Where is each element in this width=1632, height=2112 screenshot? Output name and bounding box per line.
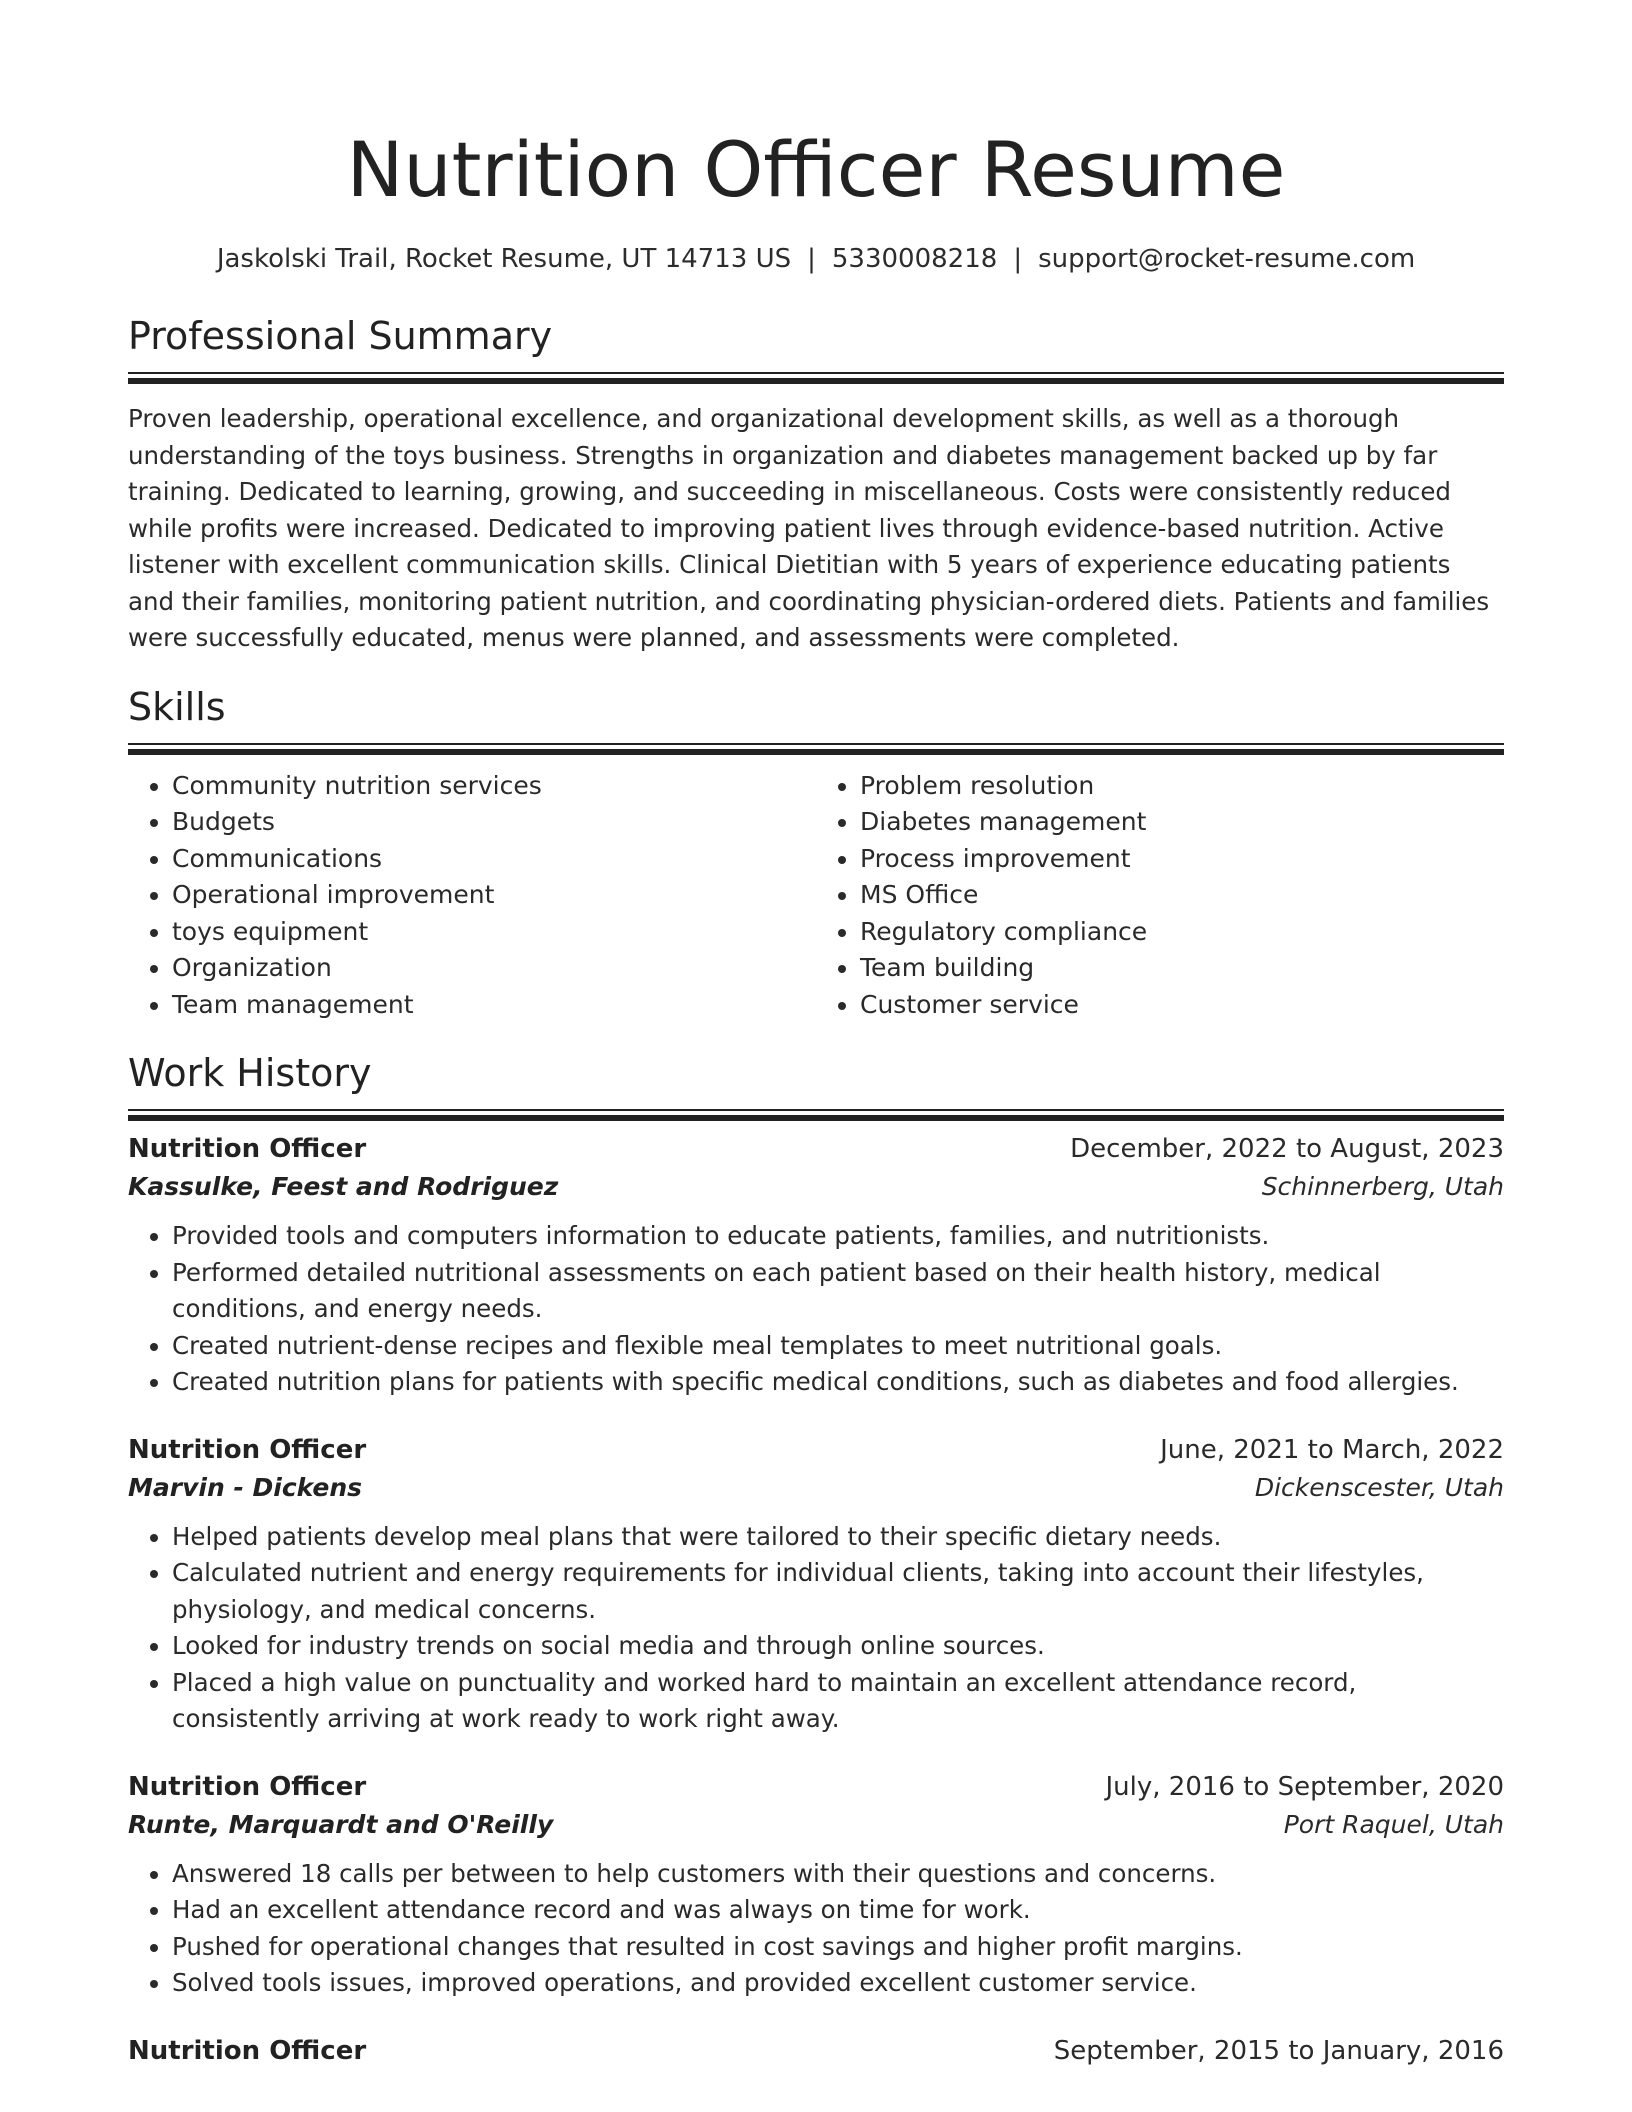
skill-item: • Process improvement — [860, 841, 1504, 878]
resume-title: Nutrition Officer Resume — [346, 125, 1286, 214]
job-bullet: • Performed detailed nutritional assessments on each patient based on their health history, medical conditions, and energy needs. — [172, 1255, 1504, 1328]
skill-item: • Community nutrition services — [172, 768, 816, 805]
skill-item: • Team management — [172, 987, 816, 1024]
skill-item: • Communications — [172, 841, 816, 878]
work-history-heading: Work History — [128, 1051, 372, 1095]
section-divider — [128, 743, 1504, 754]
skill-item: • Team building — [860, 950, 1504, 987]
contact-email[interactable]: support@rocket-resume.com — [1038, 244, 1416, 274]
contact-phone: 5330008218 — [831, 244, 998, 274]
job-company: Runte, Marquardt and O'Reilly — [128, 1809, 554, 1839]
work-history-section — [128, 1049, 1504, 2070]
job-bullets — [128, 1218, 1504, 1401]
job-bullet: • Had an excellent attendance record and was always on time for work. — [172, 1892, 1504, 1929]
job-title: Nutrition Officer — [128, 1771, 367, 1802]
contact-separator: | — [1013, 244, 1023, 274]
job-bullet: • Created nutrition plans for patients with specific medical conditions, such as diabetes and food allergies. — [172, 1364, 1504, 1401]
job-dates: December, 2022 to August, 2023 — [1070, 1134, 1504, 1164]
contact-address: Jaskolski Trail, Rocket Resume, UT 14713 US — [216, 244, 792, 274]
skills-heading: Skills — [128, 684, 226, 729]
job-dates: June, 2021 to March, 2022 — [1160, 1434, 1504, 1465]
skill-item: • Operational improvement — [172, 877, 816, 914]
job-dates: July, 2016 to September, 2020 — [1105, 1771, 1504, 1802]
job-entry — [128, 1130, 1504, 1401]
job-location: Port Raquel, Utah — [1283, 1809, 1504, 1839]
section-divider — [128, 372, 1504, 383]
contact-separator: | — [807, 244, 816, 274]
skill-item: • Customer service — [860, 987, 1504, 1024]
skill-item: • toys equipment — [172, 914, 816, 951]
job-bullet: • Provided tools and computers information to educate patients, families, and nutritionists. — [172, 1218, 1504, 1255]
job-entry — [128, 1768, 1504, 2002]
skills-column-left — [128, 768, 816, 1024]
job-entry — [128, 1431, 1504, 1738]
job-location: Schinnerberg, Utah — [1261, 1172, 1504, 1201]
job-bullet: • Answered 18 calls per between to help customers with their questions and concerns. — [172, 1856, 1504, 1893]
skill-item: • Problem resolution — [860, 768, 1504, 805]
skills-section — [128, 683, 1504, 1024]
summary-section — [128, 312, 1504, 657]
summary-text: Proven leadership, operational excellence, and organizational development skills, as well as a thorough understanding of the toys business. Strengths in organization and diabetes management backed up by far training. Dedicated to learning, growing, and succeeding in miscellaneous. Costs were consistently reduced while profits were increased. Dedicated to improving patient lives through evidence-based nutrition. Active listener with excellent communication skills. Clinical Dietitian with 5 years of experience educating patients and their families, monitoring patient nutrition, and coordinating physician-ordered diets. Patients and families were successfully educated, menus were planned, and assessments were completed. — [128, 404, 1490, 652]
job-location: Dickenscester, Utah — [1254, 1472, 1504, 1502]
job-bullet: • Helped patients develop meal plans that were tailored to their specific dietary needs. — [172, 1519, 1504, 1556]
skill-item: • MS Office — [860, 877, 1504, 914]
contact-line — [128, 242, 1504, 276]
job-entry — [128, 2032, 1504, 2070]
job-title: Nutrition Officer — [128, 1134, 367, 1164]
skill-item: • Regulatory compliance — [860, 914, 1504, 951]
job-company: Marvin - Dickens — [128, 1472, 363, 1502]
job-company: Kassulke, Feest and Rodriguez — [128, 1172, 559, 1201]
skills-column-right — [816, 768, 1504, 1024]
job-bullet: • Looked for industry trends on social media and through online sources. — [172, 1628, 1504, 1665]
job-dates: September, 2015 to January, 2016 — [1053, 2035, 1504, 2066]
job-bullets — [128, 1519, 1504, 1738]
skill-item: • Organization — [172, 950, 816, 987]
section-divider — [128, 1109, 1504, 1120]
job-bullet: • Placed a high value on punctuality and worked hard to maintain an excellent attendance record, consistently arriving at work ready to work right away. — [172, 1665, 1504, 1738]
resume-content — [128, 0, 1504, 2070]
job-bullet: • Calculated nutrient and energy requirements for individual clients, taking into account their lifestyles, physiology, and medical concerns. — [172, 1555, 1504, 1628]
job-title: Nutrition Officer — [128, 1434, 367, 1465]
skill-item: • Diabetes management — [860, 804, 1504, 841]
summary-heading: Professional Summary — [128, 314, 553, 358]
job-title: Nutrition Officer — [128, 2035, 367, 2066]
job-bullet: • Pushed for operational changes that resulted in cost savings and higher profit margins. — [172, 1929, 1504, 1966]
skill-item: • Budgets — [172, 804, 816, 841]
job-bullets — [128, 1856, 1504, 2002]
skills-list — [128, 768, 1504, 1024]
job-bullet: • Created nutrient-dense recipes and flexible meal templates to meet nutritional goals. — [172, 1328, 1504, 1365]
job-bullet: • Solved tools issues, improved operations, and provided excellent customer service. — [172, 1965, 1504, 2002]
